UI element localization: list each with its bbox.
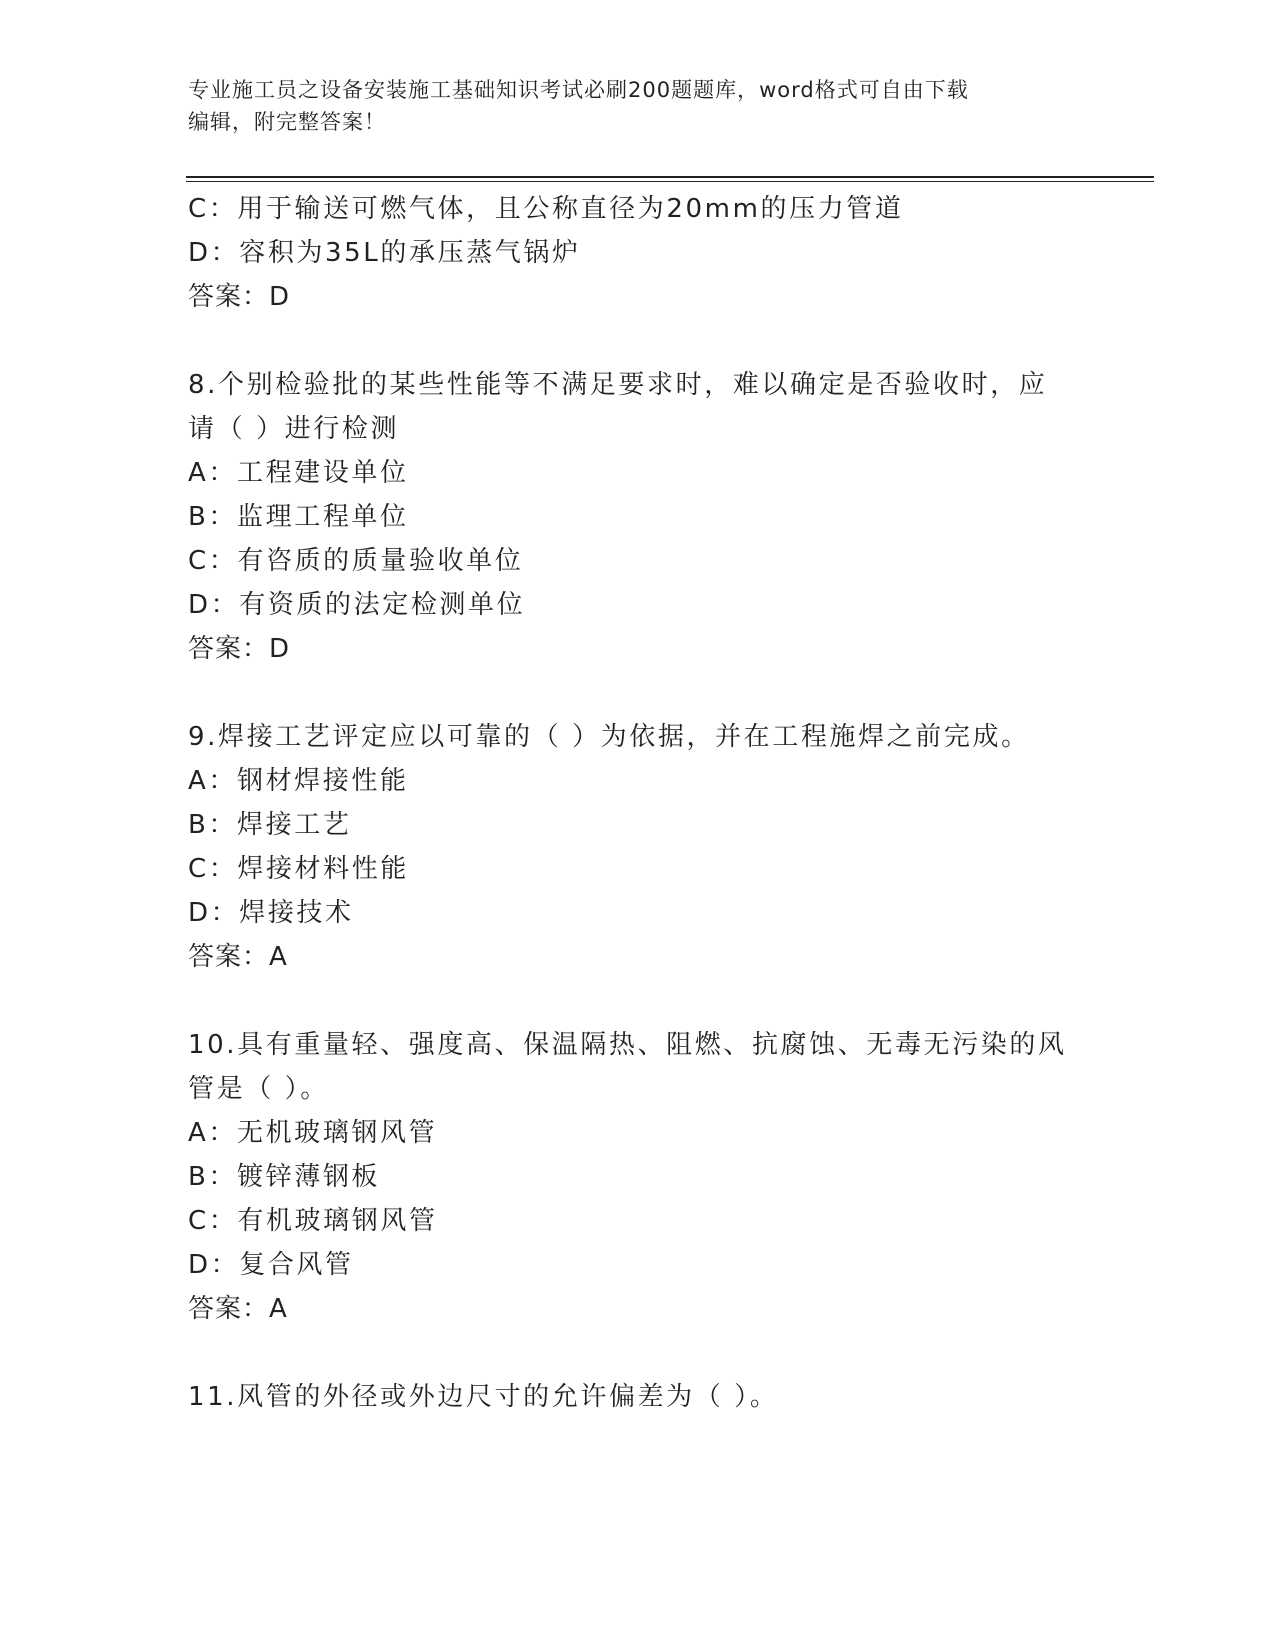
q11-stem-line1: 11.风管的外径或外边尺寸的允许偏差为（ ）。: [188, 1382, 779, 1412]
q10-option-d: D：复合风管: [188, 1250, 354, 1280]
q10-option-b: B：镀锌薄钢板: [188, 1162, 381, 1192]
q7-option-c: C：用于输送可燃气体，且公称直径为20mm的压力管道: [188, 194, 904, 224]
q9-option-d: D：焊接技术: [188, 898, 354, 928]
q9-option-a: A：钢材焊接性能: [188, 766, 409, 796]
q10-option-a: A：无机玻璃钢风管: [188, 1118, 438, 1148]
q10-stem-line1: 10.具有重量轻、强度高、保温隔热、阻燃、抗腐蚀、无毒无污染的风: [188, 1030, 1067, 1060]
q8-option-c: C：有咨质的质量验收单位: [188, 546, 524, 576]
q9-answer: 答案：A: [188, 942, 288, 972]
q7-option-d: D：容积为35L的承压蒸气锅炉: [188, 238, 581, 268]
q8-stem-line1: 8.个别检验批的某些性能等不满足要求时，难以确定是否验收时，应: [188, 370, 1048, 400]
q9-option-c: C：焊接材料性能: [188, 854, 409, 884]
q10-answer: 答案：A: [188, 1294, 288, 1324]
header-divider-thin: [186, 181, 1154, 182]
q8-option-a: A：工程建设单位: [188, 458, 409, 488]
document-header: [188, 74, 1068, 138]
header-title-line2: 编辑，附完整答案！: [188, 110, 386, 134]
q10-stem-line2: 管是（ ）。: [188, 1074, 329, 1104]
q10-option-c: C：有机玻璃钢风管: [188, 1206, 438, 1236]
q9-option-b: B：焊接工艺: [188, 810, 352, 840]
header-divider-thick: [186, 176, 1154, 178]
q8-option-b: B：监理工程单位: [188, 502, 409, 532]
header-title-line1: 专业施工员之设备安装施工基础知识考试必刷200题题库，word格式可自由下载: [188, 78, 969, 102]
q8-option-d: D：有资质的法定检测单位: [188, 590, 526, 620]
q8-stem-line2: 请（ ）进行检测: [188, 414, 400, 444]
q7-answer: 答案：D: [188, 282, 291, 312]
q9-stem-line1: 9.焊接工艺评定应以可靠的（ ）为依据，并在工程施焊之前完成。: [188, 722, 1030, 752]
q8-answer: 答案：D: [188, 634, 291, 664]
